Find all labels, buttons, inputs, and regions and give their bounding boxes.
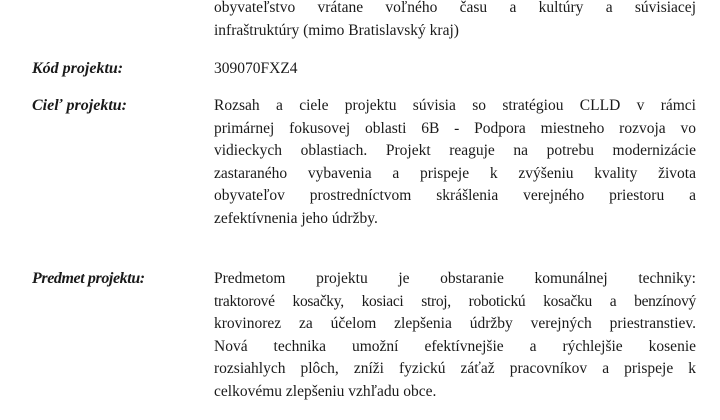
subject-line: krovinorez za účelom zlepšenia údržby verejných priestranstiev.: [214, 315, 696, 333]
project-code-label: Kód projektu:: [32, 60, 124, 77]
intro-line: obyvateľstvo vrátane voľného času a kultúry a súvisiacej: [214, 0, 696, 16]
subject-line: celkovému zlepšeniu vzhľadu obce.: [214, 382, 437, 400]
subject-line: Nová technika umožní efektívnejšie a rýchlejšie kosenie: [214, 337, 696, 355]
goal-line: zefektívnenia jeho údržby.: [214, 209, 378, 227]
intro-text-block: [214, 0, 696, 42]
intro-line: infraštruktúry (mimo Bratislavský kraj): [214, 21, 459, 39]
goal-line: vidieckych oblastiach. Projekt reaguje na potrebu modernizácie: [214, 142, 696, 160]
subject-line: rozsiahlych plôch, zníži fyzickú záťaž pracovníkov a prispeje k: [214, 360, 696, 378]
goal-line: primárnej fokusovej oblasti 6B - Podpora miestneho rozvoja vo: [214, 119, 696, 137]
goal-line: obyvateľov prostredníctvom skrášlenia verejného priestoru a: [214, 187, 696, 205]
project-code-value: [214, 58, 696, 81]
project-goal-value: [214, 95, 696, 231]
project-subject-value: [214, 268, 696, 404]
subject-line: Predmetom projektu je obstaranie komunálnej techniky:: [214, 270, 696, 287]
goal-line: zastaraného vybavenia a prispeje k zvýšeniu kvality života: [214, 164, 696, 182]
goal-line: Rozsah a ciele projektu súvisia so stratégiou CLLD v rámci: [214, 97, 696, 114]
subject-line: traktorové kosačky, kosiaci stroj, robotickú kosačku a benzínový: [214, 292, 696, 310]
project-goal-label: Cieľ projektu:: [32, 97, 127, 114]
project-code-text: 309070FXZ4: [214, 60, 298, 77]
project-subject-label: Predmet projektu:: [32, 270, 145, 287]
